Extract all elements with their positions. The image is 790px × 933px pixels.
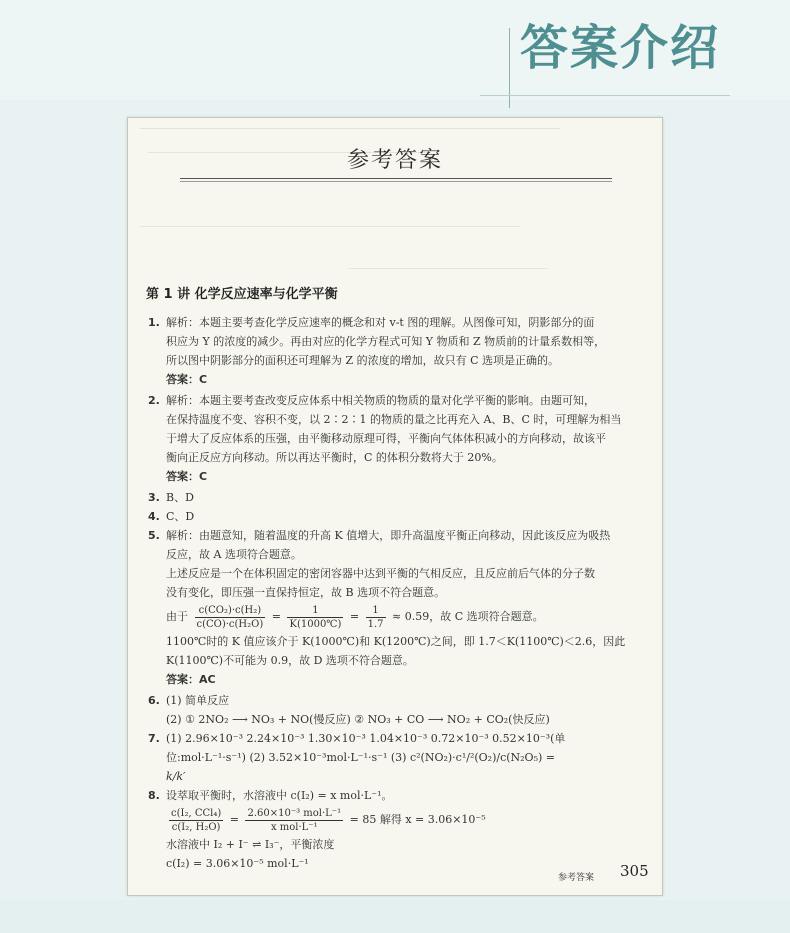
fraction (366, 604, 386, 631)
item-line: 解析：由题意知，随着温度的升高 K 值增大，即升高温度平衡正向移动，因此该反应为吸热 (166, 529, 611, 542)
item-line: (1) 简单反应 (166, 694, 230, 707)
item-line: 水溶液中 I₂ + I⁻ ⇌ I₃⁻，平衡浓度 (166, 838, 335, 851)
numerator: c(CO₂)·c(H₂) (195, 604, 266, 618)
item-line: 1100℃时的 K 值应该介于 K(1000℃)和 K(1200℃)之间，即 1.7＜K(1100℃)＜2.6，因此 (166, 635, 626, 648)
item-line: 上述反应是一个在体积固定的密闭容器中达到平衡的气相反应，且反应前后气体的分子数 (166, 567, 595, 580)
fraction (287, 604, 343, 631)
eq-suffix: = 85 解得 x = 3.06×10⁻⁵ (349, 813, 486, 826)
item-line: C、D (166, 510, 195, 523)
item-number: 4. (148, 510, 160, 523)
bottom-band (0, 900, 790, 933)
header-divider-horizontal (480, 95, 730, 96)
item-line: c(I₂) = 3.06×10⁻⁵ mol·L⁻¹ (166, 857, 309, 870)
item-line: 衡向正反应方向移动。所以再达平衡时，C 的体积分数将大于 20%。 (166, 451, 503, 464)
item-line: 没有变化，即压强一直保持恒定，故 B 选项不符合题意。 (166, 586, 446, 599)
numerator: 1 (287, 604, 343, 618)
item-line: 位:mol·L⁻¹·s⁻¹) (2) 3.52×10⁻³mol·L⁻¹·s⁻¹ (3) c²(NO₂)·c¹/²(O₂)/c(N₂O₅) = (166, 751, 555, 764)
item-number: 1. (148, 316, 160, 329)
header-divider-vertical (509, 28, 510, 108)
denominator: c(I₂, H₂O) (171, 821, 221, 833)
answer-item-4 (148, 507, 646, 526)
item-line: (1) 2.96×10⁻³ 2.24×10⁻³ 1.30×10⁻³ 1.04×10⁻³ 0.72×10⁻³ 0.52×10⁻³(单 (166, 732, 566, 745)
denominator: x mol·L⁻¹ (270, 821, 318, 833)
answer-item-3 (148, 488, 646, 507)
answer-item-2 (148, 391, 646, 486)
denominator: 1.7 (367, 618, 384, 630)
page-title: 参考答案 (346, 148, 443, 173)
title-rule (180, 181, 612, 182)
bleed-through-line (348, 268, 548, 269)
numerator: 1 (366, 604, 386, 618)
item-number: 7. (148, 732, 160, 745)
item-answer: 答案：AC (166, 673, 216, 686)
numerator: 2.60×10⁻³ mol·L⁻¹ (247, 807, 342, 819)
answer-page (127, 117, 663, 896)
item-number: 3. (148, 491, 160, 504)
item-line: 解析：本题主要考查化学反应速率的概念和对 v-t 图的理解。从图像可知，阴影部分的面 (166, 316, 595, 329)
answer-item-8 (148, 786, 646, 873)
bleed-through-line (140, 128, 560, 129)
fraction (195, 604, 266, 631)
section-heading: 第 1 讲 化学反应速率与化学平衡 (146, 287, 338, 302)
item-line: 积应为 Y 的浓度的减少。再由对应的化学方程式可知 Y 物质和 Z 物质前的计量系数相等， (166, 335, 606, 348)
answer-item-6 (148, 691, 646, 729)
title-rule (180, 178, 612, 179)
bleed-through-line (140, 226, 520, 227)
item-number: 5. (148, 529, 160, 542)
item-number: 8. (148, 789, 160, 802)
denominator: c(CO)·c(H₂O) (196, 618, 264, 630)
answer-list (148, 313, 646, 873)
answer-item-7 (148, 729, 646, 786)
equation-line (166, 602, 646, 632)
answer-item-5 (148, 526, 646, 689)
eq-operator: = (271, 610, 281, 623)
page-number: 305 (620, 862, 649, 880)
item-line: B、D (166, 491, 194, 504)
item-answer: 答案：C (166, 470, 208, 483)
answer-item-1 (148, 313, 646, 389)
item-number: 6. (148, 694, 160, 707)
item-line: 设萃取平衡时，水溶液中 c(I₂) = x mol·L⁻¹。 (166, 789, 393, 802)
fraction (169, 807, 223, 834)
numerator: c(I₂, CCl₄) (171, 807, 222, 819)
eq-prefix: 由于 (166, 610, 188, 623)
item-line: 在保持温度不变、容积不变，以 2∶2∶1 的物质的量之比再充入 A、B、C 时，可理解为相当 (166, 413, 622, 426)
denominator: K(1000℃) (289, 618, 342, 630)
item-line: 所以图中阴影部分的面积还可理解为 Z 的浓度的增加，故只有 C 选项是正确的。 (166, 354, 560, 367)
eq-operator: = (229, 813, 239, 826)
eq-suffix: ≈ 0.59，故 C 选项符合题意。 (392, 610, 544, 623)
item-line: 反应，故 A 选项符合题意。 (166, 548, 302, 561)
footer-label: 参考答案 (558, 873, 595, 883)
item-line: (2) ① 2NO₂ ⟶ NO₃ + NO(慢反应) ② NO₃ + CO ⟶ NO₂ + CO₂(快反应) (166, 713, 550, 726)
item-line: k/k′ (166, 770, 186, 783)
item-line: 于增大了反应体系的压强，由平衡移动原理可得，平衡向气体体积减小的方向移动，故该平 (166, 432, 606, 445)
equation-line (166, 805, 646, 835)
eq-operator: = (349, 610, 360, 623)
item-line: K(1100℃)不可能为 0.9，故 D 选项不符合题意。 (166, 654, 414, 667)
item-number: 2. (148, 394, 160, 407)
header-title: 答案介绍 (520, 20, 721, 76)
item-answer: 答案：C (166, 373, 208, 386)
fraction (245, 807, 343, 834)
item-line: 解析：本题主要考查改变反应体系中相关物质的物质的量对化学平衡的影响。由题可知， (166, 394, 595, 407)
